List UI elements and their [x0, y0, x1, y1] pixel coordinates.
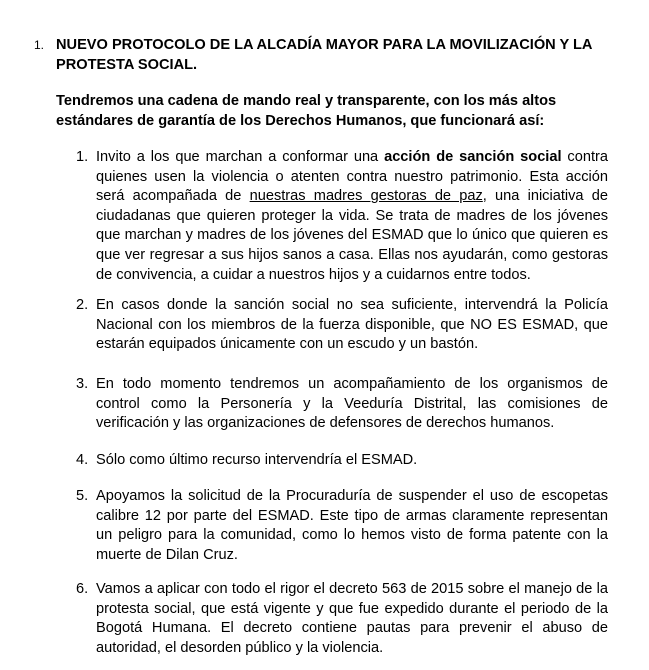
list-item-number: 3.	[76, 376, 89, 392]
list-item-text: En todo momento tendremos un acompañamiento de los organismos de control como la Personería y la Veeduría Distrital, las comisiones de verificación y las organizaciones de defensores de derechos humanos.	[96, 376, 608, 432]
list-item-text: Apoyamos la solicitud de la Procuraduría de suspender el uso de escopetas calibre 12 por parte del ESMAD. Este tipo de armas claramente representan un peligro para la comunidad, como lo hemos visto de forma patente con la muerte de Dilan Cruz.	[96, 488, 608, 563]
text-run: contra quienes usen la violencia o atenten contra nuestro patrimonio. Esta acción será acompañada de	[96, 149, 608, 205]
list-item-number: 1.	[76, 149, 89, 165]
list-item-number: 2.	[76, 297, 89, 313]
section-title: NUEVO PROTOCOLO DE LA ALCADÍA MAYOR PARA LA MOVILIZACIÓN Y LA PROTESTA SOCIAL.	[56, 37, 592, 73]
list-item	[76, 580, 608, 658]
list-item-number: 4.	[76, 452, 89, 468]
list-item	[76, 375, 608, 434]
list-item	[76, 296, 608, 355]
list-item	[76, 148, 608, 285]
intro-paragraph: Tendremos una cadena de mando real y transparente, con los más altos estándares de garantía de los Derechos Humanos, que funcionará así:	[56, 93, 557, 129]
section-heading	[34, 36, 624, 75]
list-item-number: 5.	[76, 488, 89, 504]
list-item	[76, 451, 608, 471]
list-item-text	[96, 148, 608, 285]
bold-phrase: acción de sanción social	[384, 149, 562, 165]
section-number: 1.	[34, 38, 45, 52]
underlined-phrase: nuestras madres gestoras de paz	[249, 188, 483, 205]
list-item-number: 6.	[76, 581, 89, 597]
list-item-text: En casos donde la sanción social no sea suficiente, intervendrá la Policía Nacional con los miembros de la fuerza disponible, que NO ES ESMAD, que estarán equipados únicamente con un escudo y un bastón.	[96, 297, 608, 353]
list-item	[76, 487, 608, 565]
list-item-text: Sólo como último recurso intervendría el ESMAD.	[96, 452, 418, 468]
text-run: Invito a los que marchan a conformar una	[96, 149, 385, 165]
text-run: , una iniciativa de ciudadanas que quieren proteger la vida. Se trata de madres de los jóvenes que marchan y madres de los jóvenes del ESMAD que lo único que quieren es que ver regresar a sus hijos sanos a casa. Ellas nos ayudarán, como gestoras de convivencia, a cuidar a nuestros hijos y a cuidarnos entre todos.	[96, 188, 608, 283]
list-item-text: Vamos a aplicar con todo el rigor el decreto 563 de 2015 sobre el manejo de la protesta social, que está vigente y que fue expedido durante el periodo de la Bogotá Humana. El decreto contiene pautas para prevenir el abuso de autoridad, el desorden público y la violencia.	[96, 581, 608, 656]
